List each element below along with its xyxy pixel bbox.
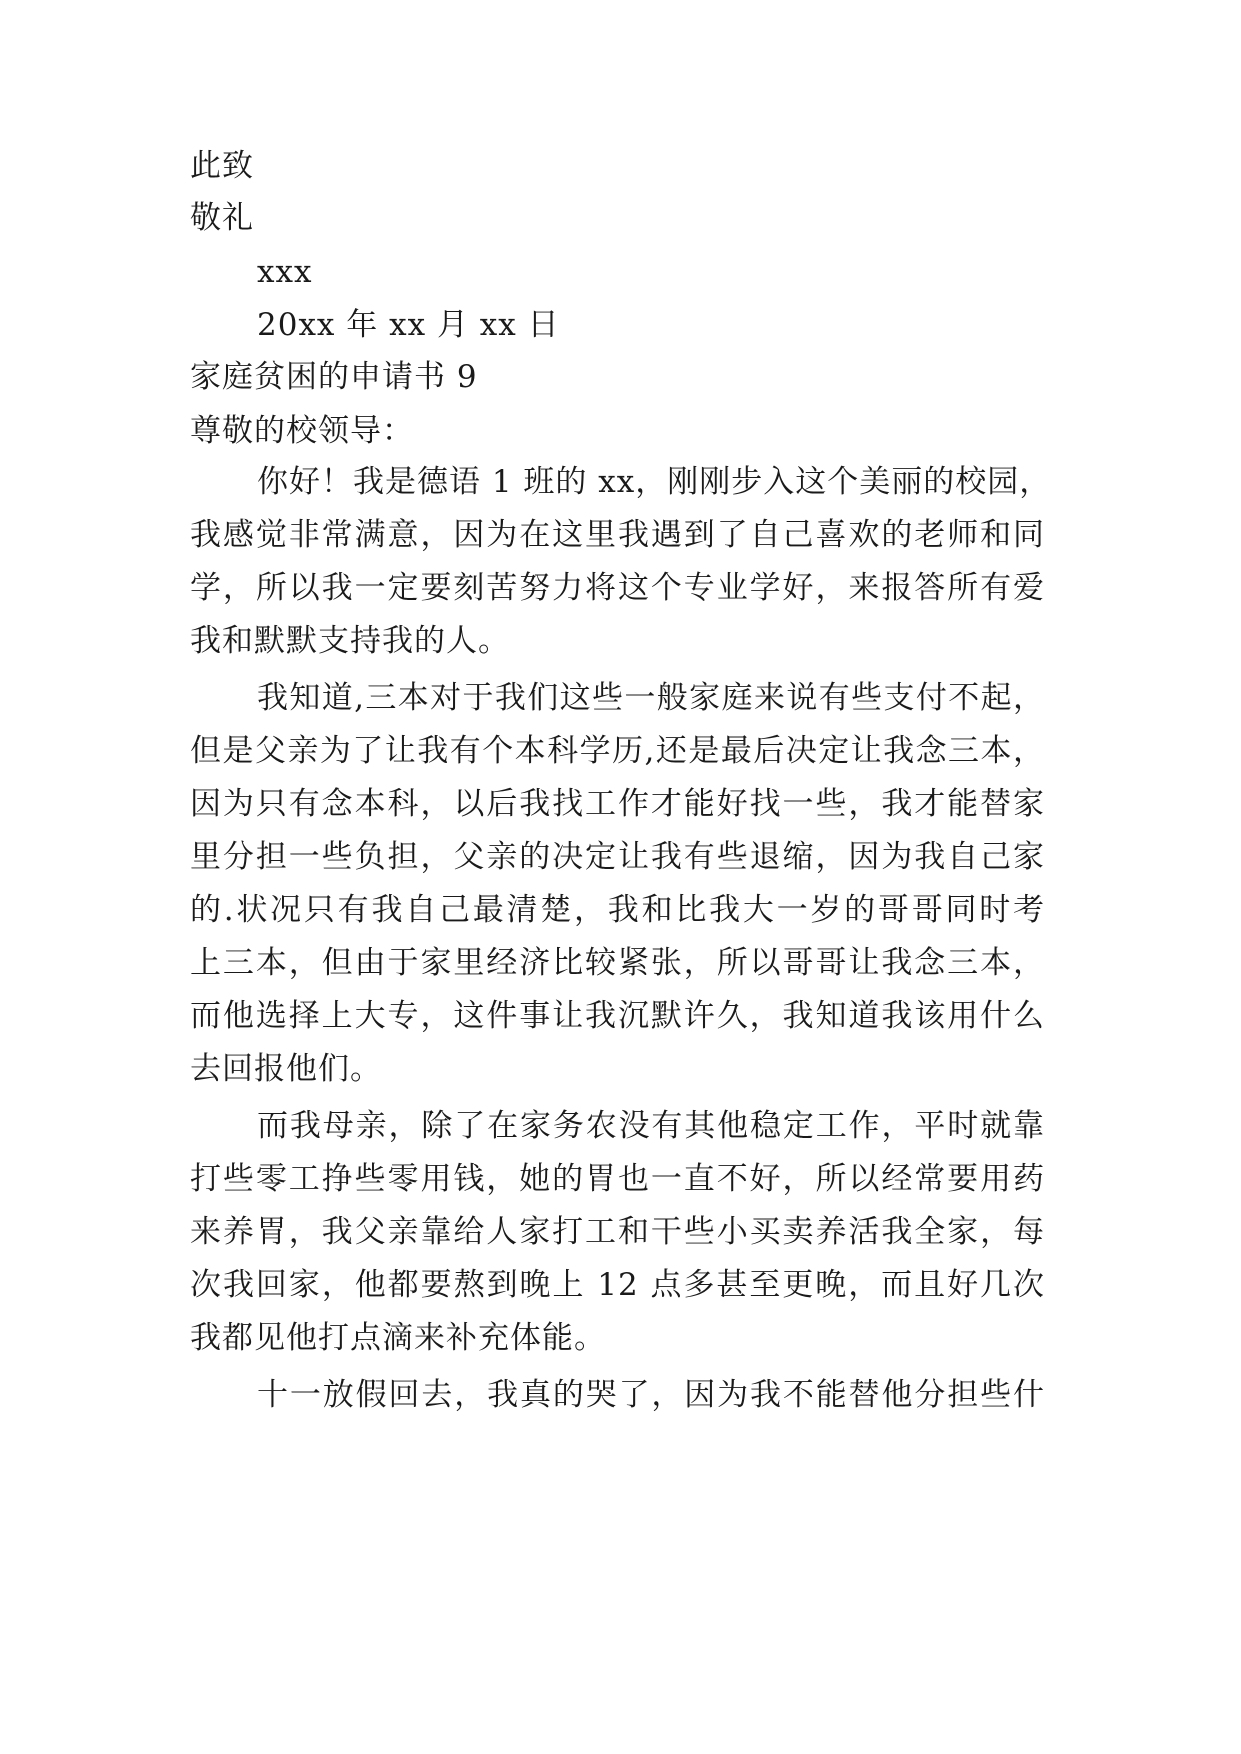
paragraph-line: 而他选择上大专，这件事让我沉默许久，我知道我该用什么 — [190, 998, 1045, 1034]
date-line: 20xx 年 xx 月 xx 日 — [257, 307, 560, 343]
paragraph-line: 打些零工挣些零用钱，她的胃也一直不好，所以经常要用药 — [190, 1161, 1045, 1197]
closing-greeting: 此致 — [190, 148, 254, 184]
paragraph-line: 的.状况只有我自己最清楚，我和比我大一岁的哥哥同时考 — [190, 892, 1045, 928]
paragraph-line: 但是父亲为了让我有个本科学历,还是最后决定让我念三本， — [190, 733, 1045, 769]
paragraph-line: 而我母亲，除了在家务农没有其他稳定工作，平时就靠 — [257, 1108, 1045, 1144]
signature: xxx — [257, 254, 313, 290]
paragraph-line: 十一放假回去，我真的哭了，因为我不能替他分担些什 — [257, 1377, 1045, 1413]
paragraph-line: 去回报他们。 — [190, 1051, 382, 1087]
paragraph-line: 次我回家，他都要熬到晚上 12 点多甚至更晚，而且好几次 — [190, 1267, 1045, 1303]
section-title: 家庭贫困的申请书 9 — [190, 359, 478, 395]
salutation: 尊敬的校领导： — [190, 413, 414, 449]
paragraph-line: 里分担一些负担，父亲的决定让我有些退缩，因为我自己家 — [190, 839, 1045, 875]
paragraph-line: 学，所以我一定要刻苦努力将这个专业学好，来报答所有爱 — [190, 570, 1045, 606]
paragraph-line: 我感觉非常满意，因为在这里我遇到了自己喜欢的老师和同 — [190, 517, 1045, 553]
paragraph-line: 因为只有念本科，以后我找工作才能好找一些，我才能替家 — [190, 786, 1045, 822]
paragraph-line: 你好！我是德语 1 班的 xx，刚刚步入这个美丽的校园， — [257, 464, 1052, 500]
paragraph-line: 我和默默支持我的人。 — [190, 623, 510, 659]
paragraph-line: 我都见他打点滴来补充体能。 — [190, 1320, 606, 1356]
paragraph-line: 我知道,三本对于我们这些一般家庭来说有些支付不起， — [257, 680, 1045, 716]
closing-salute: 敬礼 — [190, 200, 254, 236]
paragraph-line: 来养胃，我父亲靠给人家打工和干些小买卖养活我全家，每 — [190, 1214, 1045, 1250]
paragraph-line: 上三本，但由于家里经济比较紧张，所以哥哥让我念三本， — [190, 945, 1045, 981]
